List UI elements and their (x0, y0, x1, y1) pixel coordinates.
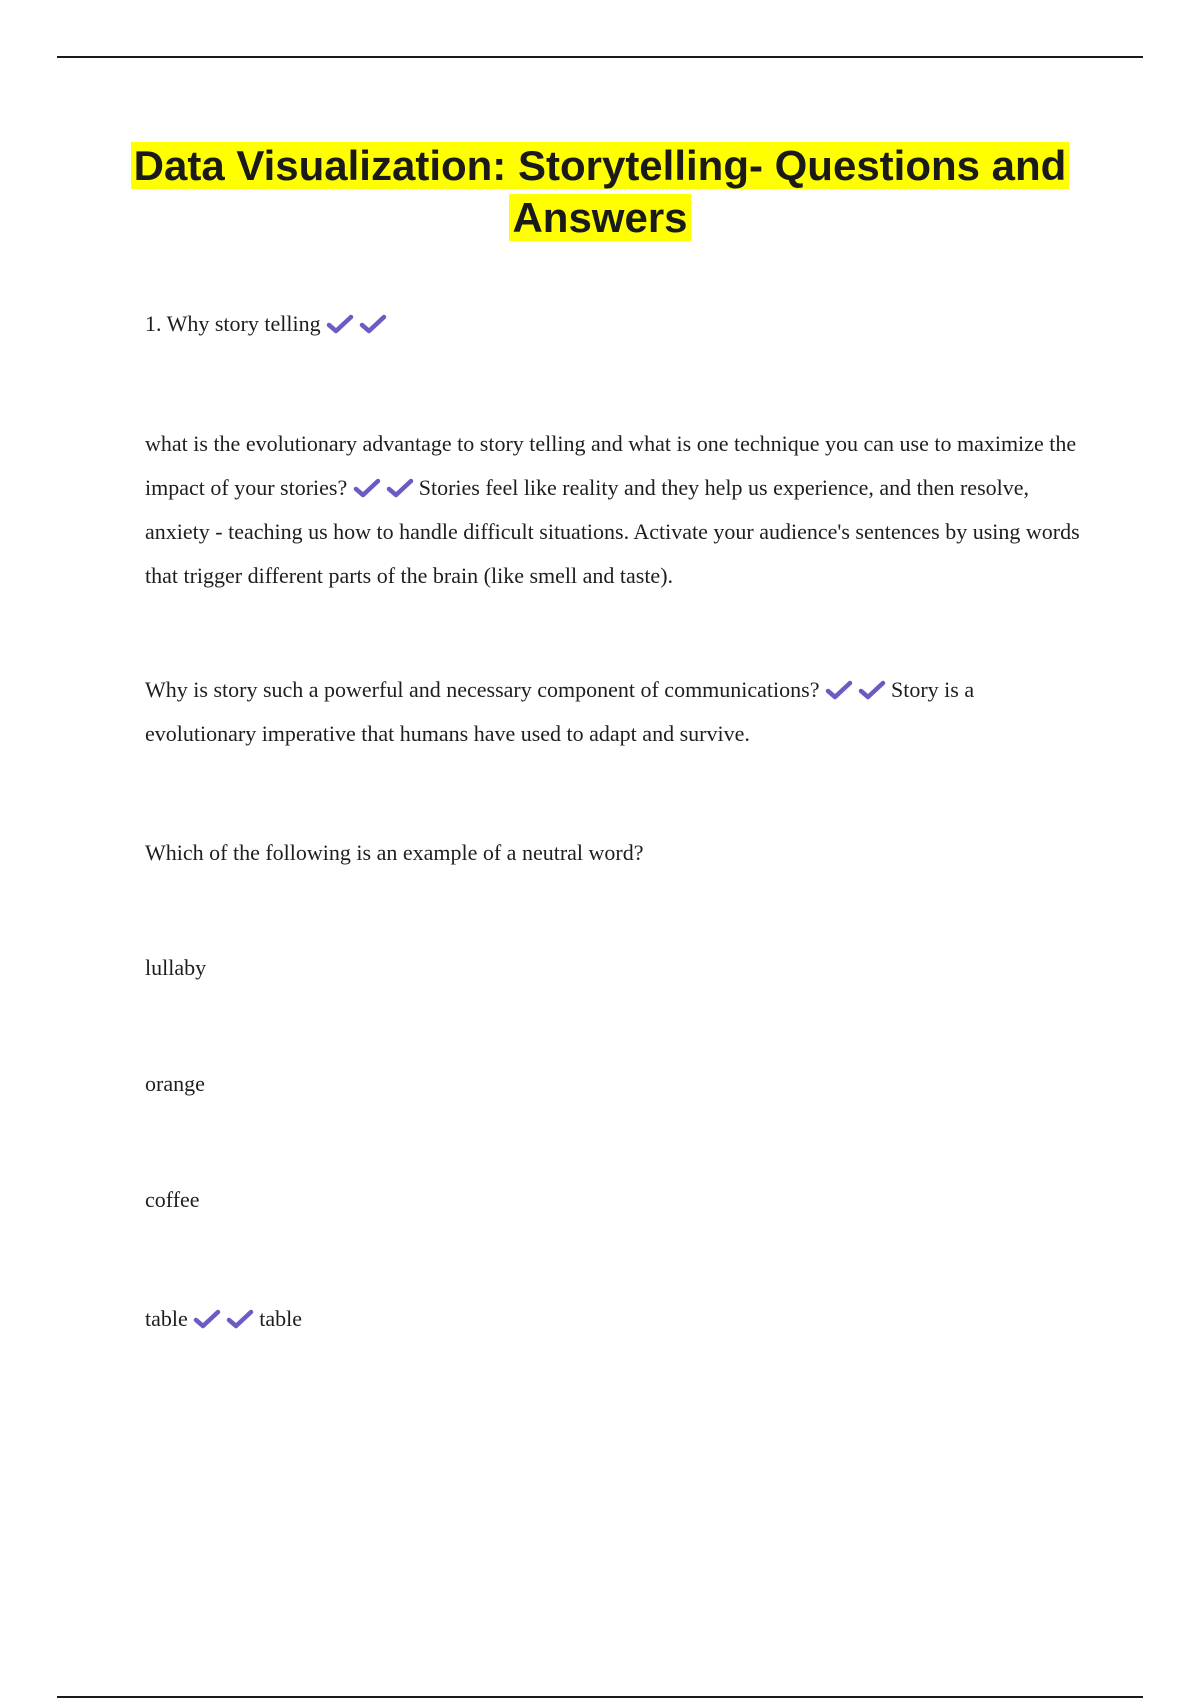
check-icon (359, 314, 387, 334)
answer-text: Story is a evolutionary imperative that humans have used to adapt and survive. (145, 677, 975, 746)
check-icon (386, 478, 414, 498)
document-title (100, 140, 1100, 244)
check-icon (226, 1309, 254, 1329)
question-text: what is the evolutionary advantage to story telling and what is one technique you can use to maximize the impact of your stories? (145, 431, 1077, 500)
question-text: Why is story such a powerful and necessary component of communications? (145, 677, 820, 702)
option-orange (145, 1062, 1085, 1106)
question-4 (145, 831, 1085, 875)
option-table-answer (145, 1297, 1085, 1341)
top-rule (57, 56, 1143, 58)
option-lullaby (145, 946, 1085, 990)
check-icon (326, 314, 354, 334)
question-3 (145, 668, 1085, 756)
question-1 (145, 302, 1085, 346)
title-highlight: Data Visualization: Storytelling- Questions and Answers (131, 142, 1070, 241)
check-icon (825, 680, 853, 700)
option-text: table (145, 1306, 188, 1331)
question-text: Which of the following is an example of a neutral word? (145, 840, 644, 865)
question-text: 1. Why story telling (145, 311, 321, 336)
check-icon (858, 680, 886, 700)
question-2 (145, 422, 1085, 598)
option-text: coffee (145, 1187, 200, 1212)
answer-text: Stories feel like reality and they help us experience, and then resolve, anxiety - teaching us how to handle difficult situations. Activate your audience's sentences by using words that trigger different parts of the brain (like smell and taste). (145, 475, 1080, 588)
answer-text: table (259, 1306, 303, 1331)
option-text: orange (145, 1071, 205, 1096)
check-icon (193, 1309, 221, 1329)
option-coffee (145, 1178, 1085, 1222)
check-icon (353, 478, 381, 498)
bottom-rule (57, 1696, 1143, 1698)
option-text: lullaby (145, 955, 207, 980)
